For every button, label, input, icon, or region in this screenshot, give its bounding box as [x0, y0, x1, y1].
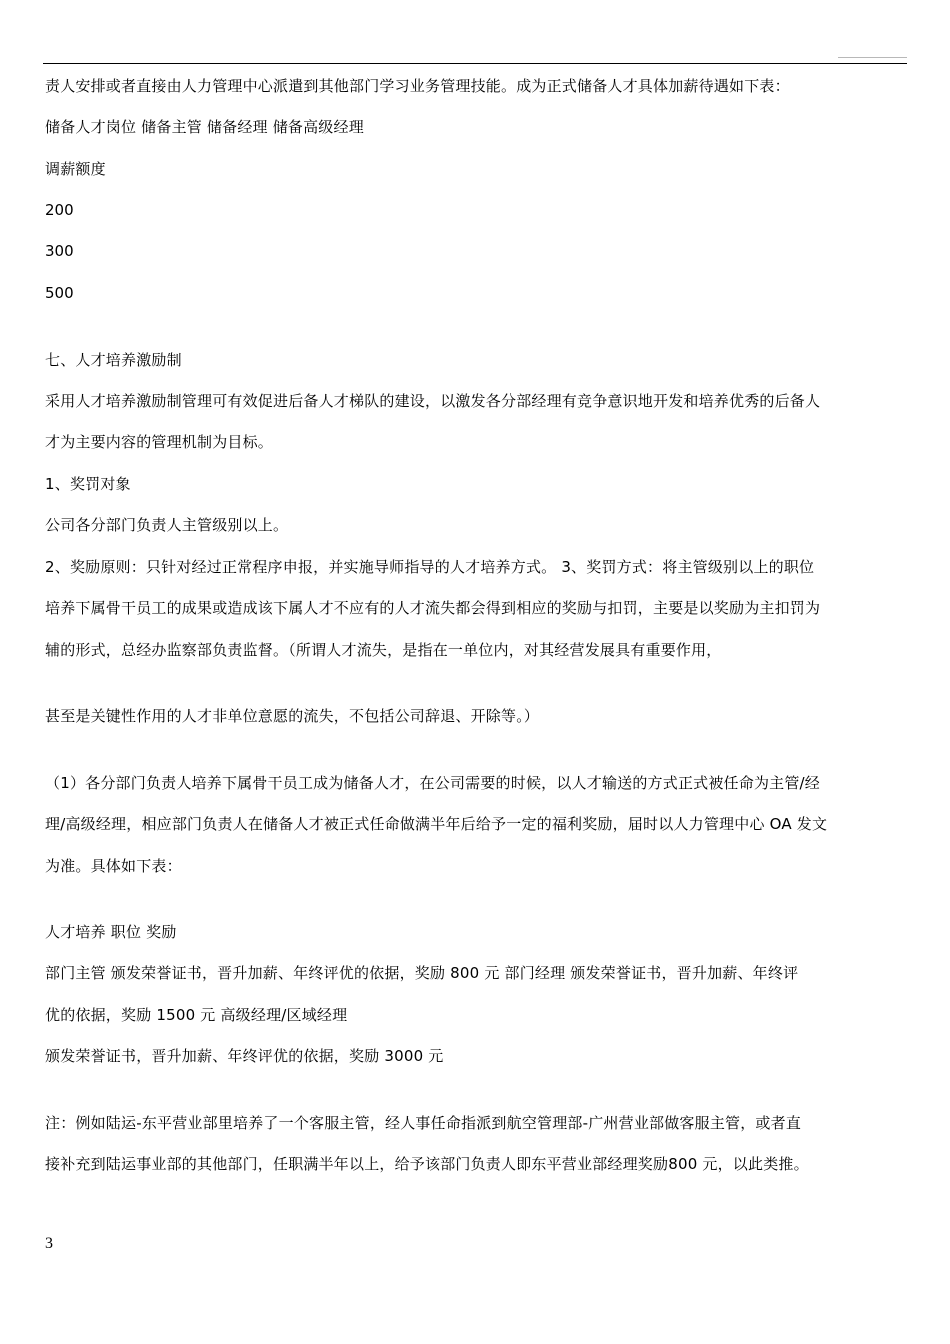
text-line: 培养下属骨干员工的成果或造成该下属人才不应有的人才流失都会得到相应的奖励与扣罚，主要是以奖励为主扣罚为 — [45, 599, 821, 617]
text-line: 理/高级经理，相应部门负责人在储备人才被正式任命做满半年后给予一定的福利奖励，届时以人力管理中心 OA 发文 — [45, 815, 828, 833]
text-line: 200 — [45, 201, 74, 219]
text-line: 才为主要内容的管理机制为目标。 — [45, 433, 274, 451]
text-line: （1）各分部门负责人培养下属骨干员工成为储备人才，在公司需要的时候，以人才输送的方式正式被任命为主管/经 — [45, 774, 821, 792]
text-line: 储备人才岗位 储备主管 储备经理 储备高级经理 — [45, 118, 364, 136]
text-line: 优的依据，奖励 1500 元 高级经理/区域经理 — [45, 1006, 348, 1024]
text-line: 300 — [45, 242, 74, 260]
text-line: 部门主管 颁发荣誉证书，晋升加薪、年终评优的依据，奖励 800 元 部门经理 颁发荣誉证书，晋升加薪、年终评 — [45, 964, 799, 982]
text-line: 1、奖罚对象 — [45, 475, 131, 493]
header-rule — [43, 63, 907, 64]
text-line: 采用人才培养激励制管理可有效促进后备人才梯队的建设，以激发各分部经理有竞争意识地开发和培养优秀的后备人 — [45, 392, 821, 410]
page-number: 3 — [45, 1235, 53, 1252]
note-line: 接补充到陆运事业部的其他部门，任职满半年以上，给予该部门负责人即东平营业部经理奖励800 元，以此类推。 — [45, 1155, 809, 1173]
text-line: 500 — [45, 284, 74, 302]
text-line: 2、奖励原则：只针对经过正常程序申报，并实施导师指导的人才培养方式。 3、奖罚方式：将主管级别以上的职位 — [45, 558, 815, 576]
text-line: 颁发荣誉证书，晋升加薪、年终评优的依据，奖励 3000 元 — [45, 1047, 444, 1065]
text-line: 甚至是关键性作用的人才非单位意愿的流失，不包括公司辞退、开除等。） — [45, 707, 540, 725]
text-line: 人才培养 职位 奖励 — [45, 923, 177, 941]
note-line: 注：例如陆运-东平营业部里培养了一个客服主管，经人事任命指派到航空管理部-广州营业部做客服主管，或者直 — [45, 1114, 802, 1132]
text-line: 责人安排或者直接由人力管理中心派遣到其他部门学习业务管理技能。成为正式储备人才具体加薪待遇如下表： — [45, 77, 790, 95]
section-heading: 七、人才培养激励制 — [45, 351, 182, 369]
text-line: 辅的形式，总经办监察部负责监督。（所谓人才流失，是指在一单位内，对其经营发展具有重要作用， — [45, 641, 722, 659]
text-line: 调薪额度 — [45, 160, 106, 178]
text-line: 为准。具体如下表： — [45, 857, 182, 875]
text-line: 公司各分部门负责人主管级别以上。 — [45, 516, 289, 534]
header-mark — [838, 57, 907, 58]
